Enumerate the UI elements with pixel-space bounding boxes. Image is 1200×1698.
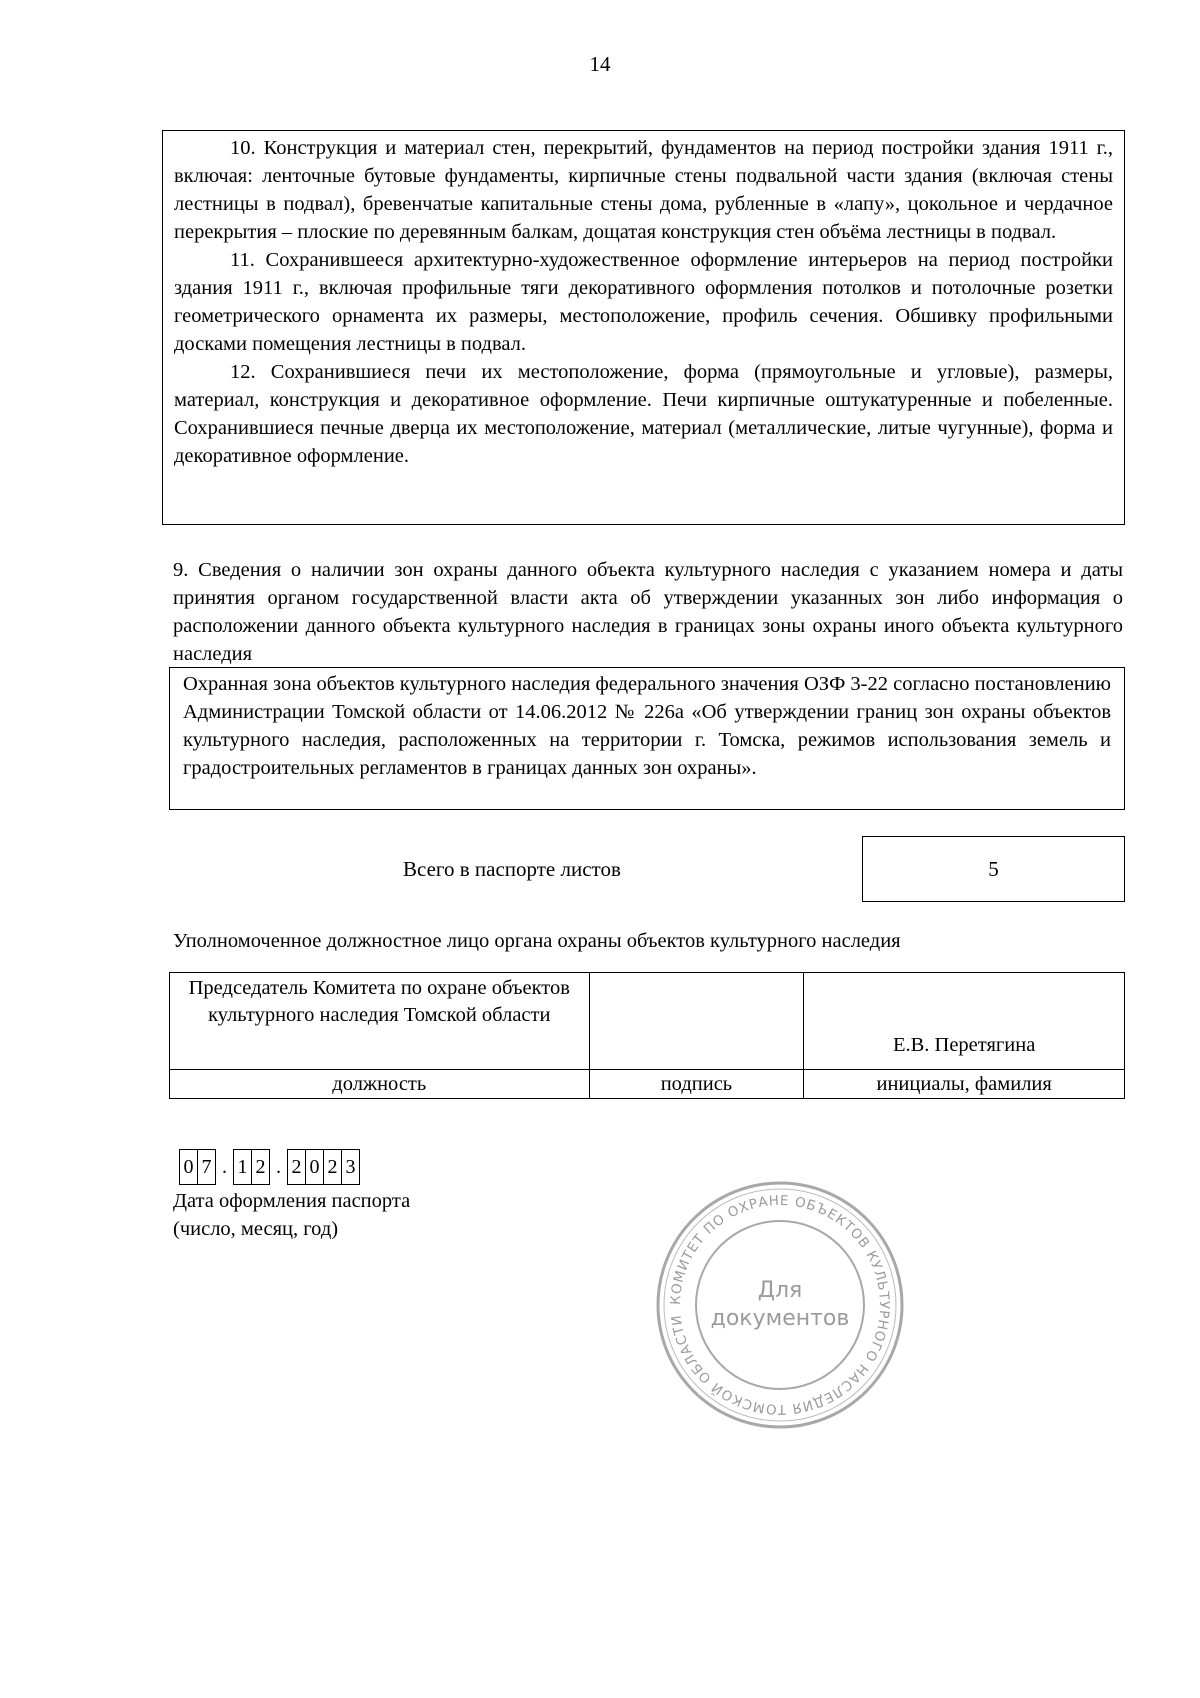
date-year-digit: 2 bbox=[324, 1149, 342, 1185]
label-position: должность bbox=[170, 1070, 590, 1099]
date-separator: . bbox=[222, 1155, 227, 1178]
feature-item-11: 11. Сохранившееся архитектурно-художественное оформление интерьеров на период постройки здания 1911 г., включая профильные тяги декоративного оформления потолков и потолочные розетки геометрического орнамента их размеры, местоположение, профиль сечения. Обшивку профильными досками помещения лестницы в подвал. bbox=[174, 249, 1113, 355]
date-month-digit: 1 bbox=[233, 1149, 252, 1185]
total-sheets-label: Всего в паспорте листов bbox=[403, 857, 621, 881]
stamp-center-line: Для bbox=[757, 1278, 803, 1303]
date-month-digit: 2 bbox=[252, 1149, 270, 1185]
protection-zones-text: Охранная зона объектов культурного наследия федерального значения ОЗФ 3-22 согласно постановлению Администрации Томской области от 14.06.2012 № 226а «Об утверждении границ зон охраны объектов культурного наследия, расположенных на территории г. Томска, режимов использования земель и градостроительных регламентов в границах данных зон охраны». bbox=[183, 673, 1111, 779]
official-signature bbox=[589, 973, 804, 1070]
date-caption bbox=[173, 1187, 410, 1243]
page-number: 14 bbox=[589, 52, 611, 76]
official-name: Е.В. Перетягина bbox=[804, 973, 1125, 1070]
signature-table bbox=[169, 972, 1125, 1099]
date-day-digit: 7 bbox=[198, 1149, 216, 1185]
protected-features-box bbox=[162, 130, 1125, 525]
protection-zones-box bbox=[169, 667, 1125, 810]
feature-item-10: 10. Конструкция и материал стен, перекрытий, фундаментов на период постройки здания 1911 г., включая: ленточные бутовые фундаменты, кирпичные стены подвальной части здания (включая стены лестницы в подвал), бревенчатые капитальные стены дома, рубленные в «лапу», цокольное и чердачное перекрытия – плоские по деревянным балкам, дощатая конструкция стен объёма лестницы в подвал. bbox=[174, 137, 1113, 243]
date-separator: . bbox=[276, 1155, 281, 1178]
date-day-digit: 0 bbox=[179, 1149, 198, 1185]
official-position: Председатель Комитета по охране объектов культурного наследия Томской области bbox=[170, 973, 590, 1070]
label-name: инициалы, фамилия bbox=[804, 1070, 1125, 1099]
date-year-digit: 3 bbox=[342, 1149, 360, 1185]
date-caption-line: (число, месяц, год) bbox=[173, 1218, 339, 1240]
signature-row bbox=[170, 973, 1125, 1070]
signature-labels-row bbox=[170, 1070, 1125, 1099]
date-year-digit: 2 bbox=[287, 1149, 306, 1185]
official-stamp bbox=[650, 1175, 910, 1435]
total-sheets-value: 5 bbox=[862, 836, 1125, 902]
official-heading: Уполномоченное должностное лицо органа охраны объектов культурного наследия bbox=[173, 930, 901, 952]
stamp-ring-text: КОМИТЕТ ПО ОХРАНЕ ОБЪЕКТОВ КУЛЬТУРНОГО НАСЛЕДИЯ ТОМСКОЙ ОБЛАСТИ bbox=[667, 1192, 893, 1418]
date-year-digit: 0 bbox=[306, 1149, 324, 1185]
issue-date bbox=[179, 1149, 360, 1185]
date-caption-line: Дата оформления паспорта bbox=[173, 1190, 411, 1212]
feature-item-12: 12. Сохранившиеся печи их местоположение, форма (прямоугольные и угловые), размеры, материал, конструкция и декоративное оформление. Печи кирпичные оштукатуренные и побеленные. Сохранившиеся печные дверца их местоположение, материал (металлические, литые чугунные), форма и декоративное оформление. bbox=[174, 361, 1113, 467]
stamp-center-line: документов bbox=[710, 1306, 850, 1331]
label-signature: подпись bbox=[589, 1070, 804, 1099]
section9-heading: 9. Сведения о наличии зон охраны данного объекта культурного наследия с указанием номера и даты принятия органом государственной власти акта об утверждении указанных зон либо информация о расположении данного объекта культурного наследия в границах зоны охраны иного объекта культурного наследия bbox=[173, 559, 1123, 665]
